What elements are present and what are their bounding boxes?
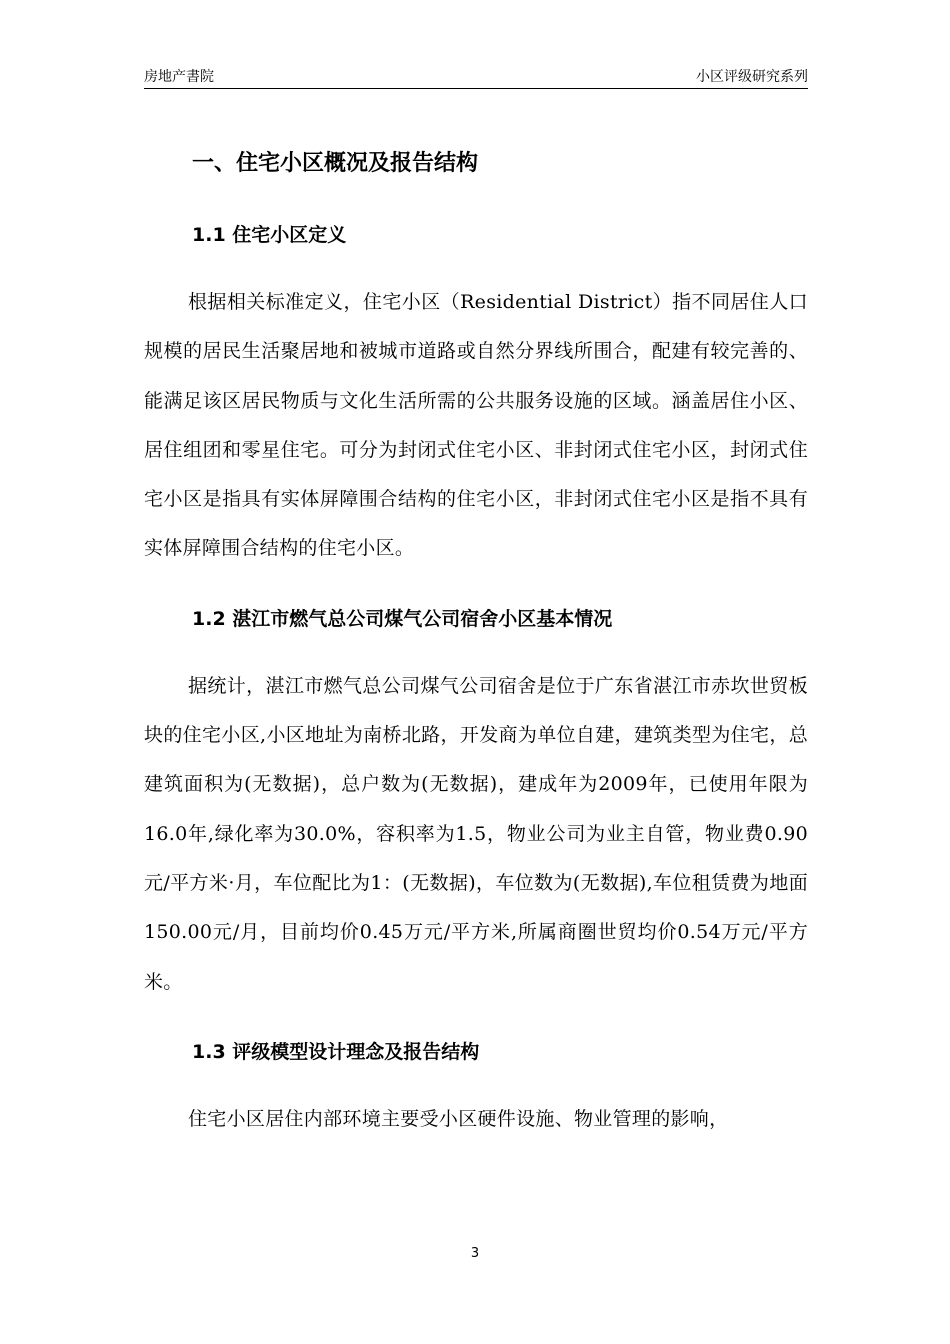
paragraph-model-design: 住宅小区居住内部环境主要受小区硬件设施、物业管理的影响， — [188, 1107, 729, 1130]
page-number: 3 — [470, 1246, 480, 1261]
subsection-heading-1-3: 1.3 评级模型设计理念及报告结构 — [192, 1040, 480, 1063]
section-heading: 一、住宅小区概况及报告结构 — [192, 151, 479, 176]
subsection-heading-1-1: 1.1 住宅小区定义 — [192, 224, 347, 246]
header-divider — [144, 88, 808, 89]
paragraph-definition: 根据相关标准定义，住宅小区（Residential District）指不同居住人口规模的居民生活聚居地和被城市道路或自然分界线所围合，配建有较完善的、能满足该区居民物质与文化生活所需的公共服务设施的区域。涵盖居住小区、居住组团和零星住宅。可分为封闭式住宅小区、非封闭式住宅小区，封闭式住宅小区是指具有实体屏障围合结构的住宅小区，非封闭式住宅小区是指不具有实体屏障围合结构的住宅小区。 — [144, 291, 808, 560]
subsection-heading-1-2: 1.2 湛江市燃气总公司煤气公司宿舍小区基本情况 — [192, 607, 613, 630]
page-header — [144, 66, 808, 88]
paragraph-basic-info: 据统计，湛江市燃气总公司煤气公司宿舍是位于广东省湛江市赤坎世贸板块的住宅小区,小区地址为南桥北路，开发商为单位自建，建筑类型为住宅，总建筑面积为(无数据)，总户数为(无数据)，建成年为2009年，已使用年限为16.0年,绿化率为30.0%，容积率为1.5，物业公司为业主自管，物业费0.90元/平方米·月，车位配比为1：(无数据)，车位数为(无数据),车位租赁费为地面150.00元/月，目前均价0.45万元/平方米,所属商圈世贸均价0.54万元/平方米。 — [144, 674, 808, 993]
header-series-title: 小区评级研究系列 — [696, 69, 808, 85]
header-publisher: 房地产書院 — [144, 69, 214, 85]
document-body — [144, 140, 808, 1166]
